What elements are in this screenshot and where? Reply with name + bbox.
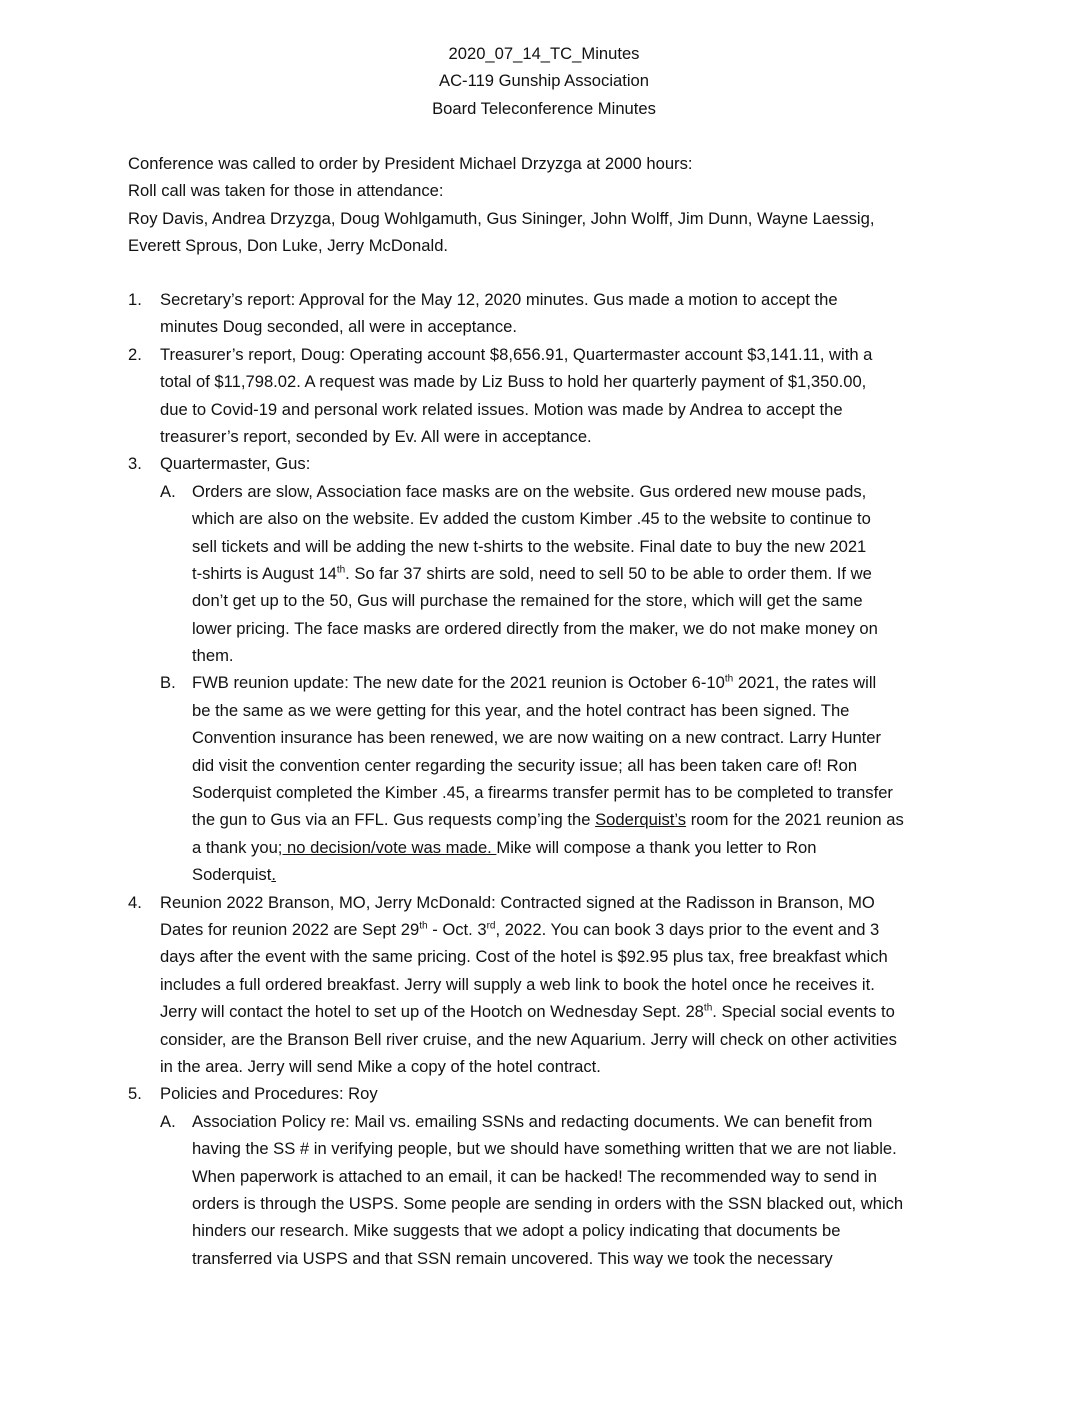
text-run: t-shirts is August 14 [192, 563, 337, 583]
document-title: Board Teleconference Minutes [432, 98, 656, 118]
paragraph-line: days after the event with the same pricing. Cost of the hotel is $92.95 plus tax, free breakfast which [160, 947, 888, 967]
paragraph-line [160, 916, 988, 943]
text-run: 2021, the rates will [733, 673, 877, 693]
paragraph-line: Secretary’s report: Approval for the May 12, 2020 minutes. Gus made a motion to accept the [160, 290, 838, 309]
superscript: th [703, 1002, 713, 1014]
document-header [0, 40, 1088, 122]
file-title: 2020_07_14_TC_Minutes [448, 44, 640, 63]
paragraph-line [160, 998, 988, 1025]
agenda-item-secretary-report [128, 286, 988, 341]
superscript: th [336, 564, 346, 576]
text-run: . So far 37 shirts are sold, need to sell 50 to be able to order them. If we [345, 563, 872, 583]
agenda-item-reunion-2022 [128, 889, 988, 1081]
paragraph-line: transferred via USPS and that SSN remain uncovered. This way we took the necessary [192, 1248, 833, 1268]
paragraph-line: due to Covid-19 and personal work related issues. Motion was made by Andrea to accept the [160, 399, 843, 419]
subitem-fwb-reunion [160, 669, 988, 888]
subitem-ssn-policy [160, 1108, 988, 1272]
paragraph-line: them. [192, 646, 234, 666]
paragraph-line: Soderquist completed the Kimber .45, a firearms transfer permit has to be completed to transfer [192, 783, 893, 803]
paragraph-line: hinders our research. Mike suggests that we adopt a policy indicating that documents be [192, 1221, 841, 1241]
paragraph-line: be the same as we were getting for this year, and the hotel contract has been signed. The [192, 700, 850, 720]
text-run: . Special social events to [712, 1002, 895, 1022]
paragraph-line: in the area. Jerry will send Mike a copy of the hotel contract. [160, 1056, 601, 1076]
text-run: a thank you [192, 837, 278, 857]
paragraph-line: don’t get up to the 50, Gus will purchase the remained for the store, which will get the same [192, 591, 863, 611]
item-heading: Quartermaster, Gus: [160, 454, 311, 474]
attendees-line: Everett Sprous, Don Luke, Jerry McDonald. [128, 236, 449, 256]
item-number: 2. [128, 344, 142, 364]
superscript: rd [486, 920, 496, 932]
text-run: Jerry will contact the hotel to set up of the Hootch on Wednesday Sept. 28 [160, 1002, 704, 1022]
item-number: 5. [128, 1084, 142, 1104]
roll-call-line: Roll call was taken for those in attendance: [128, 181, 444, 201]
text-run: FWB reunion update: The new date for the 2021 reunion is October 6-10 [192, 673, 725, 693]
paragraph-line: did visit the convention center regarding the security issue; all has been taken care of! Ron [192, 755, 858, 775]
paragraph-line: total of $11,798.02. A request was made by Liz Buss to hold her quarterly payment of $1,350.00, [160, 372, 867, 392]
paragraph-line: orders is through the USPS. Some people are sending in orders with the SSN blacked out, which [192, 1193, 904, 1213]
text-run: Dates for reunion 2022 are Sept 29 [160, 919, 420, 939]
paragraph-line: having the SS # in verifying people, but we should have something written that we are not liable. [192, 1139, 897, 1159]
paragraph-line: Convention insurance has been renewed, we are now waiting on a new contract. Larry Hunter [192, 728, 882, 748]
paragraph-line: which are also on the website. Ev added the custom Kimber .45 to the website to continue to [192, 509, 871, 529]
paragraph-line: lower pricing. The face masks are ordered directly from the maker, we do not make money on [192, 618, 878, 638]
text-run: - Oct. 3 [427, 919, 487, 939]
subitem-letter: B. [160, 673, 176, 693]
paragraph-line: treasurer’s report, seconded by Ev. All were in acceptance. [160, 426, 592, 446]
paragraph-line: Reunion 2022 Branson, MO, Jerry McDonald: Contracted signed at the Radisson in Branson, MO [160, 892, 875, 912]
agenda-list [128, 286, 988, 1272]
item-number: 4. [128, 892, 142, 912]
paragraph-line [192, 560, 988, 587]
subitem-orders [160, 478, 988, 670]
paragraph-line [192, 834, 988, 861]
call-to-order-line: Conference was called to order by President Michael Drzyzga at 2000 hours: [128, 154, 693, 173]
paragraph-line [192, 861, 988, 888]
superscript: th [724, 673, 734, 685]
intro-section [128, 150, 988, 260]
paragraph-line: When paperwork is attached to an email, it can be hacked! The recommended way to send in [192, 1166, 878, 1186]
agenda-item-quartermaster [128, 450, 988, 888]
text-run: Soderquist [192, 865, 272, 885]
organization-name: AC-119 Gunship Association [439, 71, 649, 91]
subitem-letter: A. [160, 1111, 176, 1131]
paragraph-line [192, 669, 988, 696]
item-heading: Policies and Procedures: Roy [160, 1084, 378, 1104]
paragraph-line: Association Policy re: Mail vs. emailing SSNs and redacting documents. We can benefit from [192, 1111, 873, 1131]
paragraph-line: consider, are the Branson Bell river cruise, and the new Aquarium. Jerry will check on other activities [160, 1029, 897, 1049]
agenda-item-policies [128, 1080, 988, 1272]
item-number: 1. [128, 290, 142, 309]
underlined-text: . [271, 865, 276, 885]
item-number: 3. [128, 454, 142, 474]
text-run: Mike will compose a thank you letter to Ron [496, 837, 817, 857]
paragraph-line [192, 806, 988, 833]
underlined-text: Soderquist’s [595, 810, 687, 830]
paragraph-line: Orders are slow, Association face masks are on the website. Gus ordered new mouse pads, [192, 481, 867, 501]
paragraph-line: Treasurer’s report, Doug: Operating account $8,656.91, Quartermaster account $3,141.11, with a [160, 344, 873, 364]
agenda-item-treasurer-report [128, 341, 988, 451]
superscript: th [419, 920, 428, 932]
paragraph-line: includes a full ordered breakfast. Jerry will supply a web link to book the hotel once he receives it. [160, 974, 875, 994]
subitem-letter: A. [160, 481, 176, 501]
text-run: the gun to Gus via an FFL. Gus requests comp’ing the [192, 810, 596, 830]
attendees-line: Roy Davis, Andrea Drzyzga, Doug Wohlgamuth, Gus Sininger, John Wolff, Jim Dunn, Wayne Laessig, [128, 208, 875, 228]
paragraph-line: minutes Doug seconded, all were in acceptance. [160, 317, 517, 337]
text-run: , 2022. You can book 3 days prior to the event and 3 [495, 919, 880, 939]
text-run: room for the 2021 reunion as [686, 810, 904, 830]
paragraph-line: sell tickets and will be adding the new t-shirts to the website. Final date to buy the new 2021 [192, 536, 867, 556]
underlined-text: ; no decision/vote was made. [277, 837, 497, 857]
